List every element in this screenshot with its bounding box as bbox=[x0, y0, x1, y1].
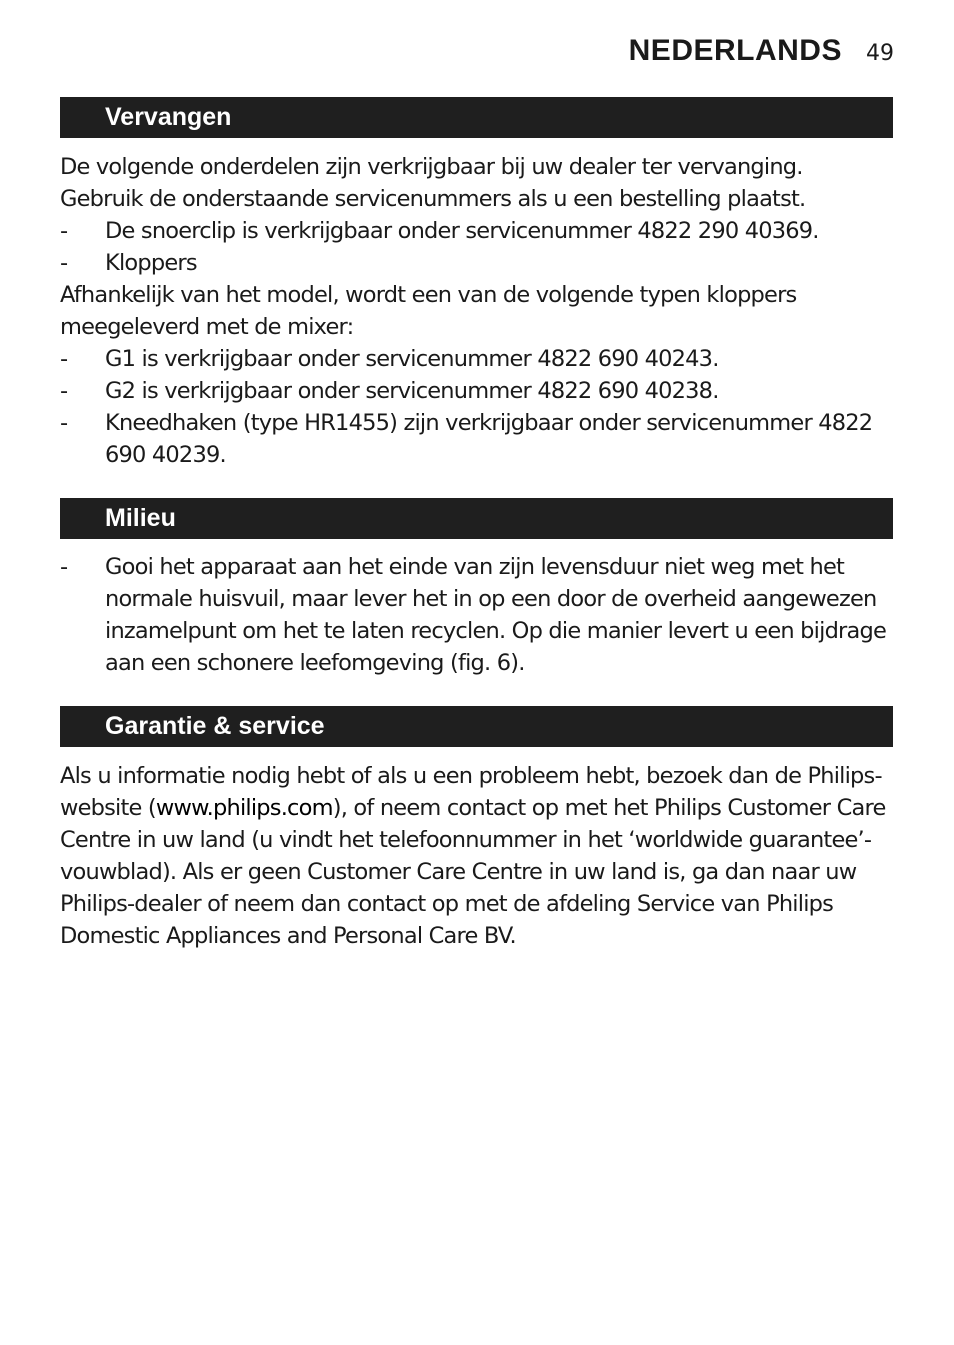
section-heading-vervangen: Vervangen bbox=[60, 97, 893, 138]
section-body-garantie bbox=[60, 760, 890, 952]
garantie-paragraph bbox=[60, 760, 890, 952]
list-item bbox=[60, 375, 890, 407]
list-item-text: G2 is verkrijgbaar onder servicenummer 4822 690 40238. bbox=[105, 378, 719, 404]
section-heading-garantie: Garantie & service bbox=[60, 706, 893, 747]
garantie-text-start: Als u informatie nodig hebt of als u een probleem hebt, bezoek dan de Philips-website ( bbox=[60, 763, 882, 821]
list-item bbox=[60, 343, 890, 375]
page-header bbox=[629, 34, 894, 68]
list-item bbox=[60, 247, 890, 279]
language-label: NEDERLANDS bbox=[628, 34, 842, 67]
list-item-text: G1 is verkrijgbaar onder servicenummer 4822 690 40243. bbox=[105, 346, 719, 372]
bullet-dash: - bbox=[60, 410, 68, 436]
bullet-dash: - bbox=[60, 378, 68, 404]
philips-website-link[interactable]: www.philips.com bbox=[155, 795, 333, 821]
bullet-dash: - bbox=[60, 554, 68, 580]
list-item bbox=[60, 215, 890, 247]
list-item-text: Kneedhaken (type HR1455) zijn verkrijgbaar onder servicenummer 4822 690 40239. bbox=[105, 410, 873, 468]
list-item bbox=[60, 551, 890, 679]
page-number: 49 bbox=[866, 41, 894, 66]
section-body-vervangen bbox=[60, 151, 890, 471]
section-body-milieu bbox=[60, 551, 890, 679]
bullet-dash: - bbox=[60, 346, 68, 372]
list-item-text: Gooi het apparaat aan het einde van zijn levensduur niet weg met het normale huisvuil, maar lever het in op een door de overheid aangewezen inzamelpunt om het te laten recyclen. Op die manier levert u een bijdrage aan een schonere leefomgeving (fig. 6). bbox=[105, 554, 887, 676]
middle-paragraph: Afhankelijk van het model, wordt een van de volgende typen kloppers meegeleverd met de mixer: bbox=[60, 282, 797, 340]
garantie-text-end: ), of neem contact op met het Philips Customer Care Centre in uw land (u vindt het telefoonnummer in het ‘worldwide guarantee’-vouwblad). Als er geen Customer Care Centre in uw land is, ga dan naar uw Philips-dealer of neem dan contact op met de afdeling Service van Philips Domestic Appliances and Personal Care BV. bbox=[60, 795, 886, 949]
list-item-text: Kloppers bbox=[105, 250, 197, 276]
bullet-dash: - bbox=[60, 250, 68, 276]
bullet-dash: - bbox=[60, 218, 68, 244]
intro-paragraph: De volgende onderdelen zijn verkrijgbaar bij uw dealer ter vervanging. Gebruik de onderstaande servicenummers als u een bestelling plaatst. bbox=[60, 154, 806, 212]
list-item bbox=[60, 407, 890, 471]
section-heading-milieu: Milieu bbox=[60, 498, 893, 539]
list-item-text: De snoerclip is verkrijgbaar onder servicenummer 4822 290 40369. bbox=[105, 218, 819, 244]
